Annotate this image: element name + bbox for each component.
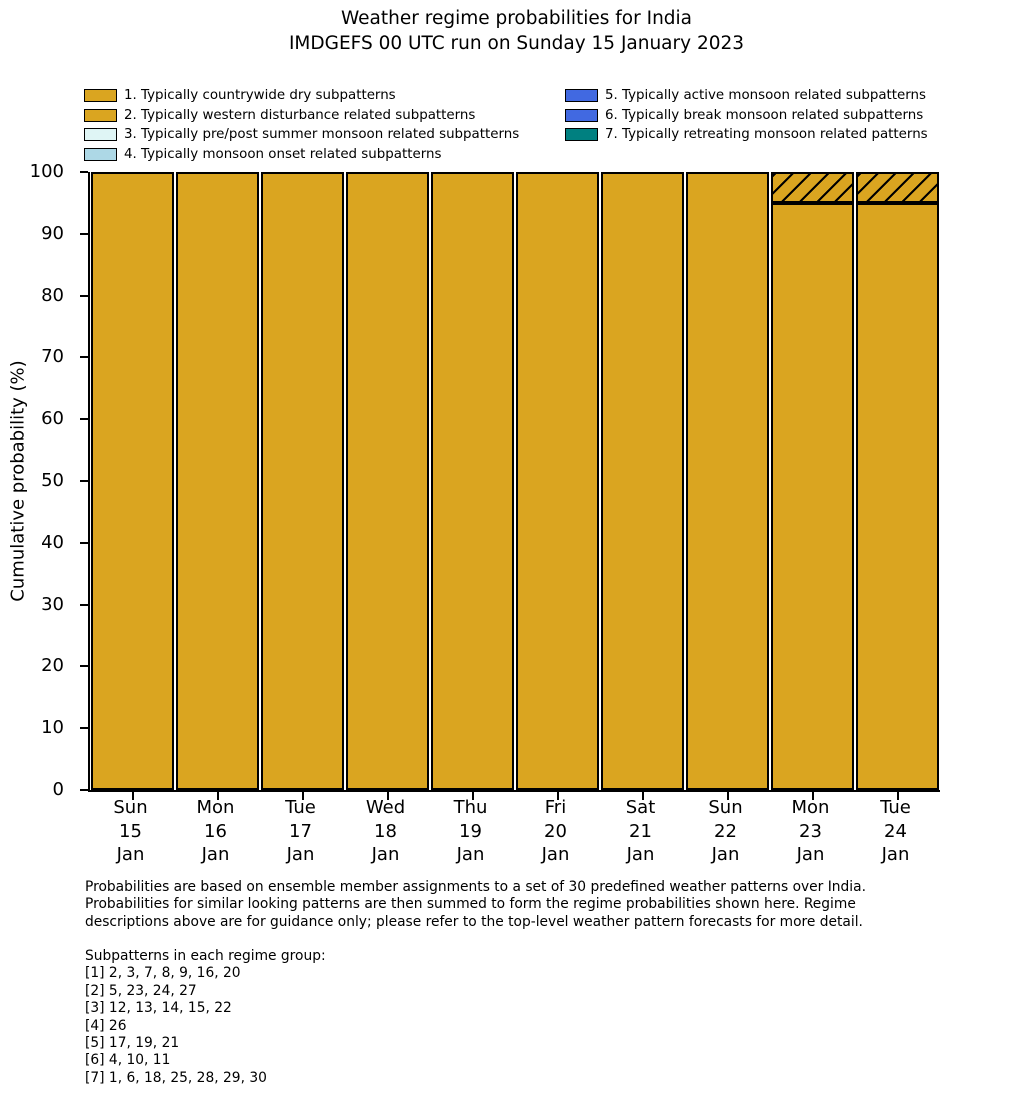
y-tick-mark-60: [80, 418, 88, 420]
legend-item-label: 7. Typically retreating monsoon related patterns: [605, 127, 928, 143]
x-tick-date: 19: [459, 820, 482, 842]
subpatterns-block: [85, 948, 326, 1087]
x-tick-date: 17: [289, 820, 312, 842]
x-tick-month: Jan: [541, 844, 570, 865]
y-tick-label-20: 20: [41, 655, 64, 677]
x-tick-label-sat-21: [598, 796, 683, 867]
subpattern-line: [4] 26: [85, 1017, 127, 1034]
bar-segment-regime-2: [856, 172, 939, 203]
x-tick-date: 21: [629, 820, 652, 842]
legend-column-2: [565, 86, 928, 145]
bar-segment-regime-1: [261, 172, 344, 790]
legend-item: [565, 86, 928, 106]
legend-item: [565, 125, 928, 145]
x-tick-day: Sat: [625, 797, 656, 818]
y-tick-mark-0: [80, 789, 88, 791]
x-tick-day: Mon: [196, 797, 235, 818]
y-tick-mark-20: [80, 665, 88, 667]
bar-segment-regime-1: [431, 172, 514, 790]
x-tick-day: Tue: [285, 797, 316, 818]
x-tick-day: Thu: [453, 797, 488, 818]
bar-segment-regime-2: [771, 172, 854, 203]
y-tick-label-30: 30: [41, 593, 64, 615]
x-tick-month: Jan: [286, 844, 315, 865]
x-tick-day: Tue: [880, 797, 911, 818]
y-tick-mark-10: [80, 727, 88, 729]
y-tick-label-100: 100: [29, 161, 64, 182]
x-tick-date: 16: [204, 820, 227, 842]
legend-item: [84, 86, 519, 106]
x-tick-label-wed-18: [343, 796, 428, 867]
x-tick-date: 23: [799, 820, 822, 842]
x-tick-date: 24: [884, 820, 907, 842]
x-tick-date: 15: [119, 820, 142, 842]
legend-item: [84, 125, 519, 145]
legend-column-1: [84, 86, 519, 164]
subpattern-line: [7] 1, 6, 18, 25, 28, 29, 30: [85, 1069, 267, 1086]
y-tick-mark-90: [80, 233, 88, 235]
x-tick-label-sun-22: [683, 796, 768, 867]
y-tick-mark-70: [80, 356, 88, 358]
bar-wed-18: [346, 172, 429, 790]
x-tick-label-sun-15: [88, 796, 173, 867]
bar-segment-regime-1: [91, 172, 174, 790]
bar-sun-22: [686, 172, 769, 790]
bar-segment-regime-1: [346, 172, 429, 790]
y-tick-label-40: 40: [41, 531, 64, 553]
y-tick-label-90: 90: [41, 222, 64, 244]
legend-item-label: 3. Typically pre/post summer monsoon related subpatterns: [124, 127, 520, 143]
x-tick-month: Jan: [201, 844, 230, 865]
subpattern-line: [2] 5, 23, 24, 27: [85, 982, 197, 999]
subpattern-line: [5] 17, 19, 21: [85, 1035, 180, 1052]
bar-mon-16: [176, 172, 259, 790]
x-tick-label-tue-17: [258, 796, 343, 867]
footnote-line: Probabilities are based on ensemble member assignments to a set of 30 predefined weather patterns over India.: [85, 879, 866, 895]
x-tick-label-mon-16: [173, 796, 258, 867]
legend-swatch-icon: [84, 128, 117, 141]
y-axis-label: Cumulative probability (%): [7, 360, 29, 602]
chart-subtitle: IMDGEFS 00 UTC run on Sunday 15 January 2023: [288, 32, 745, 54]
x-tick-label-thu-19: [428, 796, 513, 867]
bar-tue-17: [261, 172, 344, 790]
x-tick-month: Jan: [711, 844, 740, 865]
x-tick-month: Jan: [116, 844, 145, 865]
legend-item-label: 6. Typically break monsoon related subpatterns: [605, 107, 924, 123]
legend-item: [84, 106, 519, 126]
x-tick-date: 18: [374, 820, 397, 842]
y-tick-label-80: 80: [41, 284, 64, 306]
x-tick-month: Jan: [371, 844, 400, 865]
subpattern-line: [6] 4, 10, 11: [85, 1052, 171, 1069]
footnote-line: descriptions above are for guidance only; please refer to the top-level weather pattern forecasts for more detail.: [85, 913, 863, 930]
x-tick-day: Fri: [544, 797, 567, 818]
subpattern-line: [1] 2, 3, 7, 8, 9, 16, 20: [85, 965, 241, 982]
legend-item-label: 4. Typically monsoon onset related subpatterns: [124, 147, 442, 163]
y-tick-mark-100: [80, 171, 88, 173]
bar-segment-regime-1: [686, 172, 769, 790]
x-tick-month: Jan: [626, 844, 655, 865]
legend-swatch-icon: [565, 109, 598, 122]
legend-swatch-icon: [84, 89, 117, 102]
y-tick-mark-80: [80, 295, 88, 297]
chart-title-block: [0, 7, 1033, 56]
x-tick-label-mon-23: [768, 796, 853, 867]
legend-swatch-icon: [565, 128, 598, 141]
y-tick-label-50: 50: [41, 470, 64, 491]
legend-item-label: 1. Typically countrywide dry subpatterns: [124, 88, 396, 104]
y-tick-label-60: 60: [41, 408, 64, 430]
bar-fri-20: [516, 172, 599, 790]
bar-segment-regime-1: [771, 203, 854, 790]
x-tick-month: Jan: [456, 844, 485, 865]
subpattern-line: [3] 12, 13, 14, 15, 22: [85, 1000, 232, 1017]
legend-item: [84, 145, 519, 165]
x-tick-day: Wed: [365, 797, 406, 818]
footnote-line: Probabilities for similar looking patterns are then summed to form the regime probabilities shown here. Regime: [85, 896, 856, 913]
x-tick-day: Sun: [113, 797, 148, 818]
legend-item-label: 5. Typically active monsoon related subpatterns: [605, 88, 927, 104]
x-tick-day: Mon: [791, 797, 830, 818]
x-tick-labels: [88, 796, 938, 871]
legend-item-label: 2. Typically western disturbance related subpatterns: [124, 107, 476, 123]
y-tick-mark-40: [80, 542, 88, 544]
y-tick-mark-30: [80, 604, 88, 606]
x-tick-month: Jan: [796, 844, 825, 865]
x-tick-date: 22: [714, 820, 737, 842]
bar-segment-regime-1: [601, 172, 684, 790]
legend-swatch-icon: [84, 109, 117, 122]
x-tick-label-fri-20: [513, 796, 598, 867]
chart-title: Weather regime probabilities for India: [340, 8, 693, 29]
bar-tue-24: [856, 172, 939, 790]
bar-segment-regime-1: [516, 172, 599, 790]
legend-item: [565, 106, 928, 126]
y-tick-label-70: 70: [41, 346, 64, 368]
subpatterns-header: Subpatterns in each regime group:: [85, 948, 326, 964]
bar-thu-19: [431, 172, 514, 790]
bar-mon-23: [771, 172, 854, 790]
bar-sun-15: [91, 172, 174, 790]
y-tick-label-0: 0: [52, 779, 64, 800]
legend-swatch-icon: [565, 89, 598, 102]
legend-swatch-icon: [84, 148, 117, 161]
x-tick-day: Sun: [708, 797, 743, 818]
y-tick-mark-50: [80, 480, 88, 482]
bar-sat-21: [601, 172, 684, 790]
x-tick-month: Jan: [881, 844, 910, 865]
plot-area: [88, 172, 940, 792]
x-tick-date: 20: [544, 820, 567, 842]
y-tick-label-10: 10: [41, 717, 64, 739]
bar-segment-regime-1: [856, 203, 939, 790]
x-tick-label-tue-24: [853, 796, 938, 867]
y-tick-labels: [0, 161, 78, 800]
footnote: [85, 879, 866, 931]
bar-segment-regime-1: [176, 172, 259, 790]
